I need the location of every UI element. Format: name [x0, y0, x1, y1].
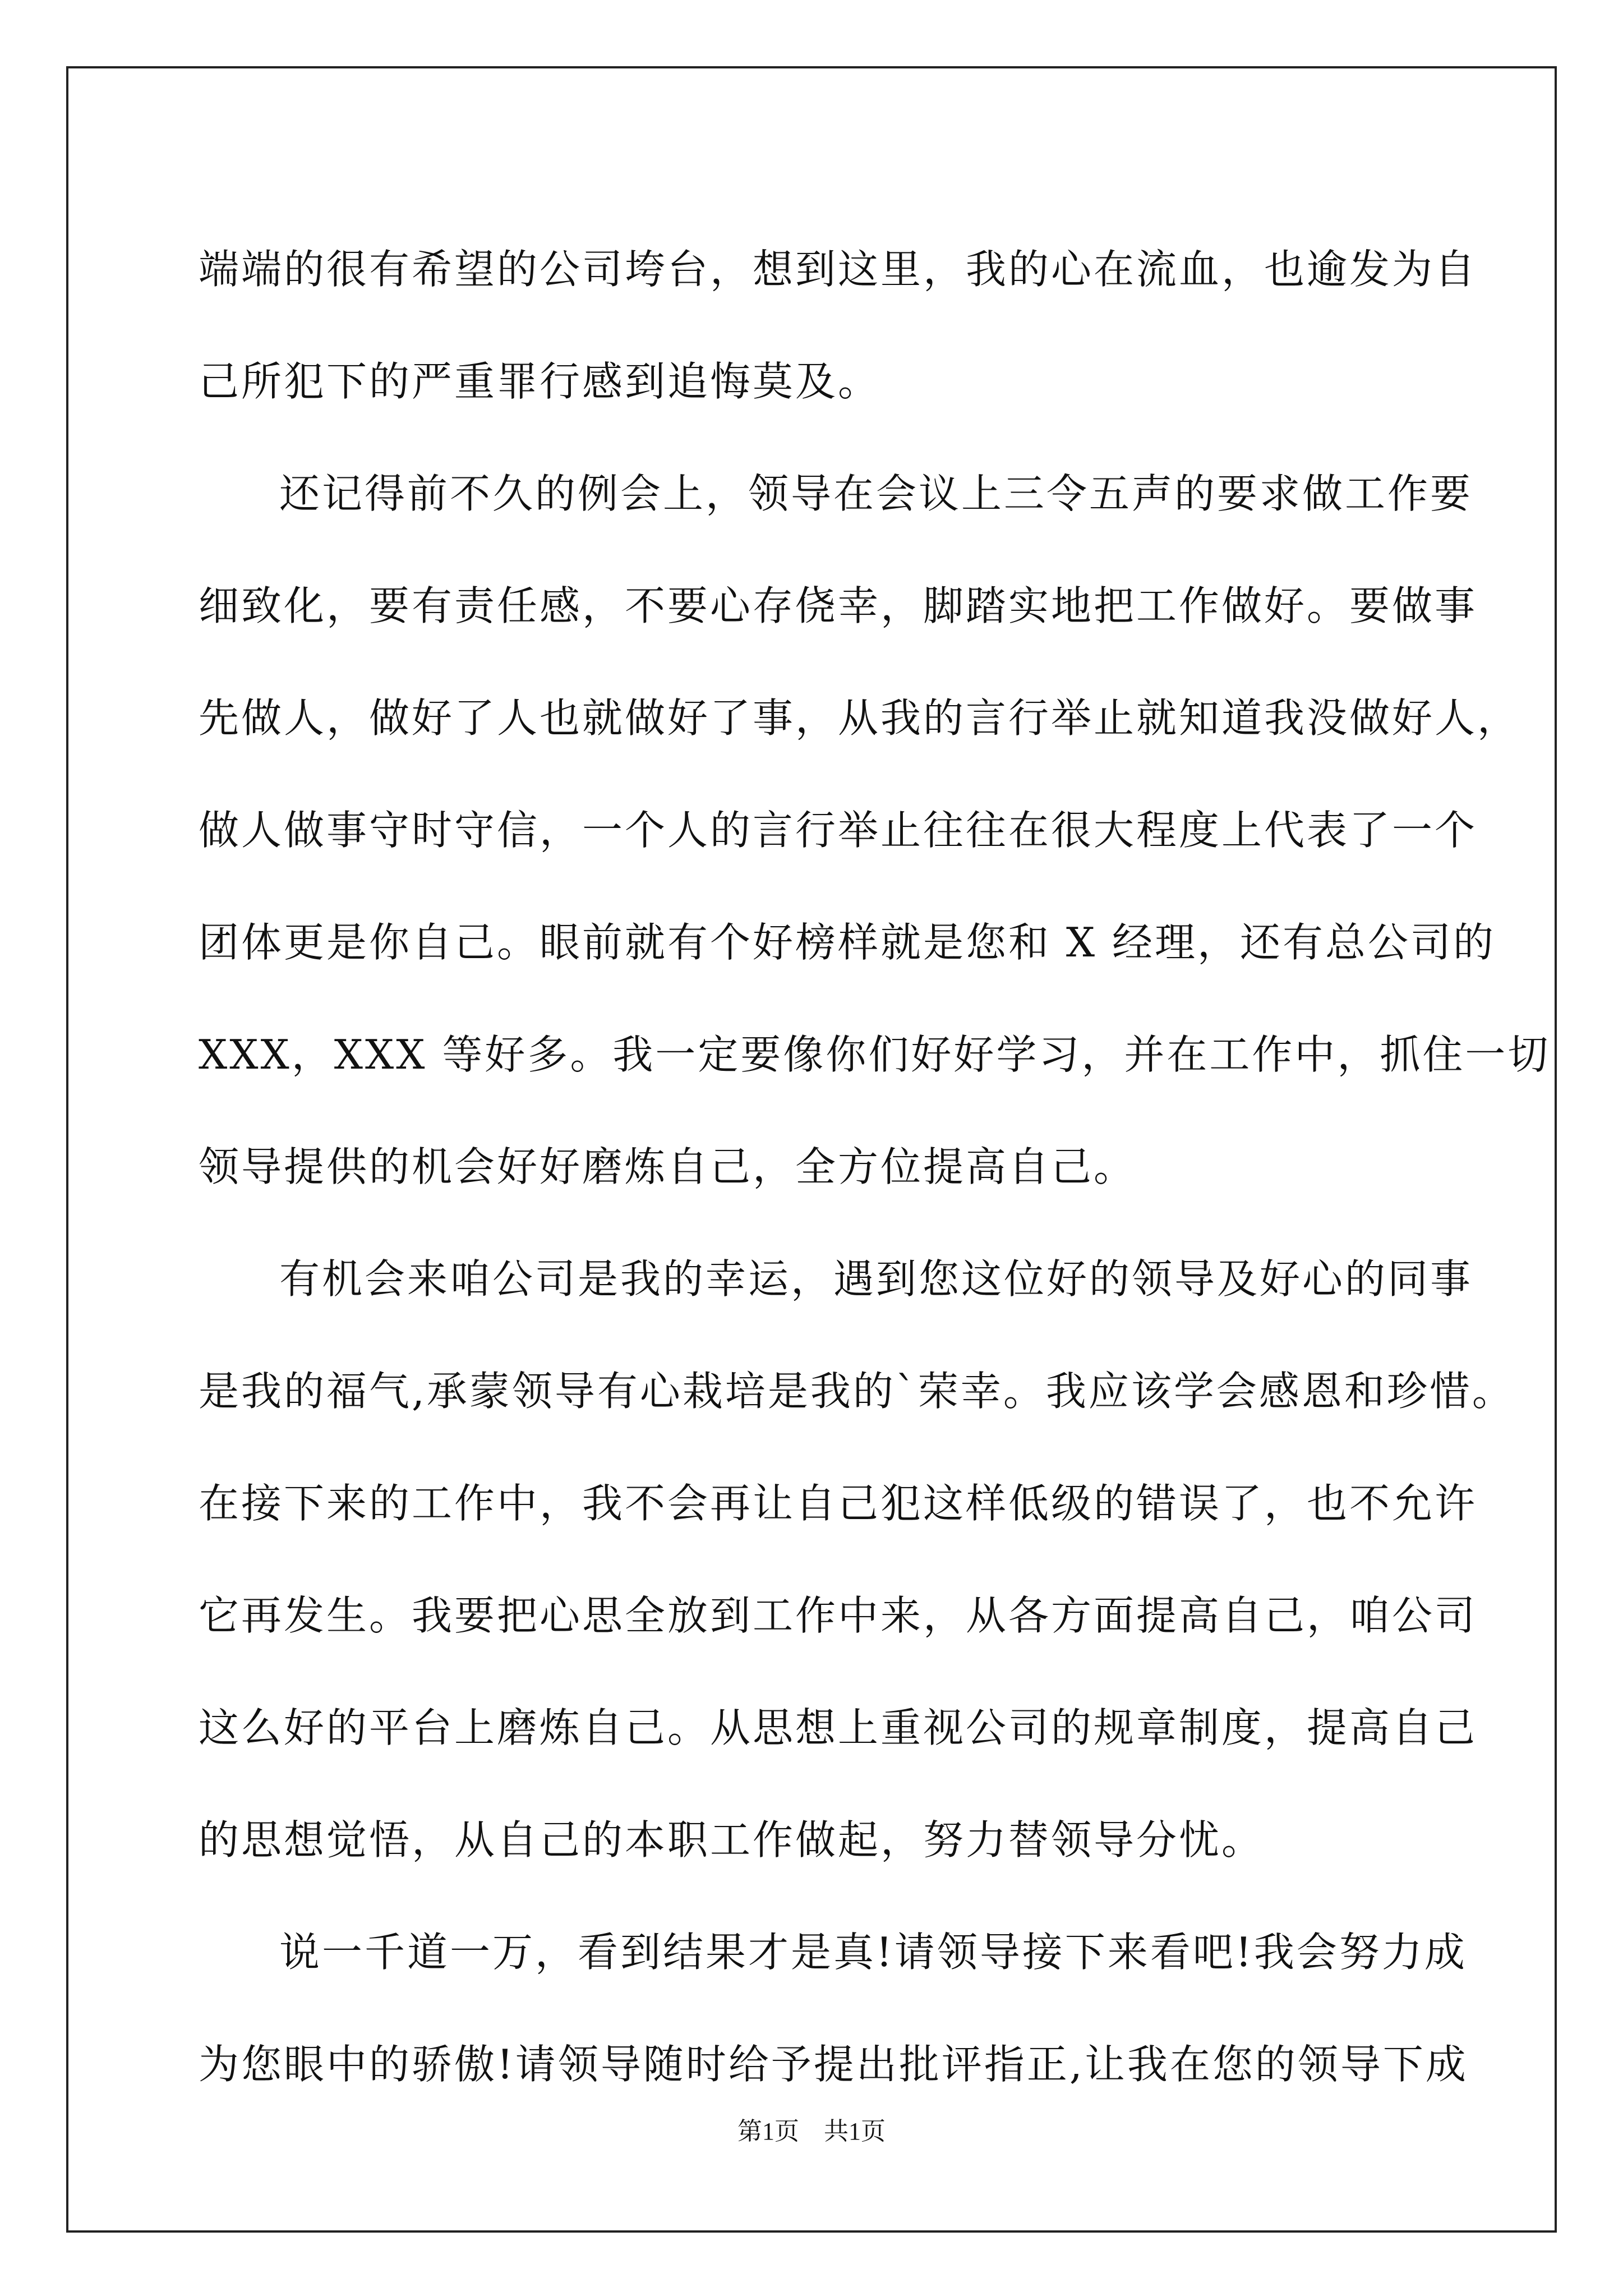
text-line: 领导提供的机会好好磨炼自己，全方位提高自己。 — [199, 1143, 1137, 1190]
text-line: 它再发生。我要把心思全放到工作中来，从各方面提高自己，咱公司 — [199, 1592, 1478, 1639]
page-number-footer: 第1页 共1页 — [737, 2118, 886, 2145]
text-line: 为您眼中的骄傲!请领导随时给予提出批评指正,让我在您的领导下成 — [199, 2041, 1468, 2088]
text-line: 这么好的平台上磨炼自己。从思想上重视公司的规章制度，提高自己 — [199, 1704, 1478, 1751]
text-line: 团体更是你自己。眼前就有个好榜样就是您和 X 经理，还有总公司的 — [199, 919, 1496, 966]
text-line: 先做人，做好了人也就做好了事，从我的言行举止就知道我没做好人， — [199, 694, 1520, 742]
text-line: 做人做事守时守信，一个人的言行举止往往在很大程度上代表了一个 — [199, 807, 1478, 854]
text-line: 在接下来的工作中，我不会再让自己犯这样低级的错误了，也不允许 — [199, 1480, 1478, 1527]
text-line: 是我的福气,承蒙领导有心栽培是我的`荣幸。我应该学会感恩和珍惜。 — [199, 1368, 1515, 1415]
text-line: 端端的很有希望的公司垮台，想到这里，我的心在流血，也逾发为自 — [199, 246, 1478, 293]
text-line: XXX，XXX 等好多。我一定要像你们好好学习，并在工作中，抓住一切 — [199, 1031, 1551, 1078]
text-line: 己所犯下的严重罪行感到追悔莫及。 — [199, 358, 881, 405]
paragraph-start-line: 有机会来咱公司是我的幸运，遇到您这位好的领导及好心的同事 — [279, 1255, 1473, 1303]
document-body — [199, 213, 1551, 2120]
text-line: 细致化，要有责任感，不要心存侥幸，脚踏实地把工作做好。要做事 — [199, 582, 1478, 629]
paragraph-start-line: 说一千道一万，看到结果才是真!请领导接下来看吧!我会努力成 — [279, 1929, 1467, 1976]
text-line: 的思想觉悟，从自己的本职工作做起，努力替领导分忧。 — [199, 1816, 1265, 1864]
paragraph-start-line: 还记得前不久的例会上，领导在会议上三令五声的要求做工作要 — [279, 470, 1473, 517]
